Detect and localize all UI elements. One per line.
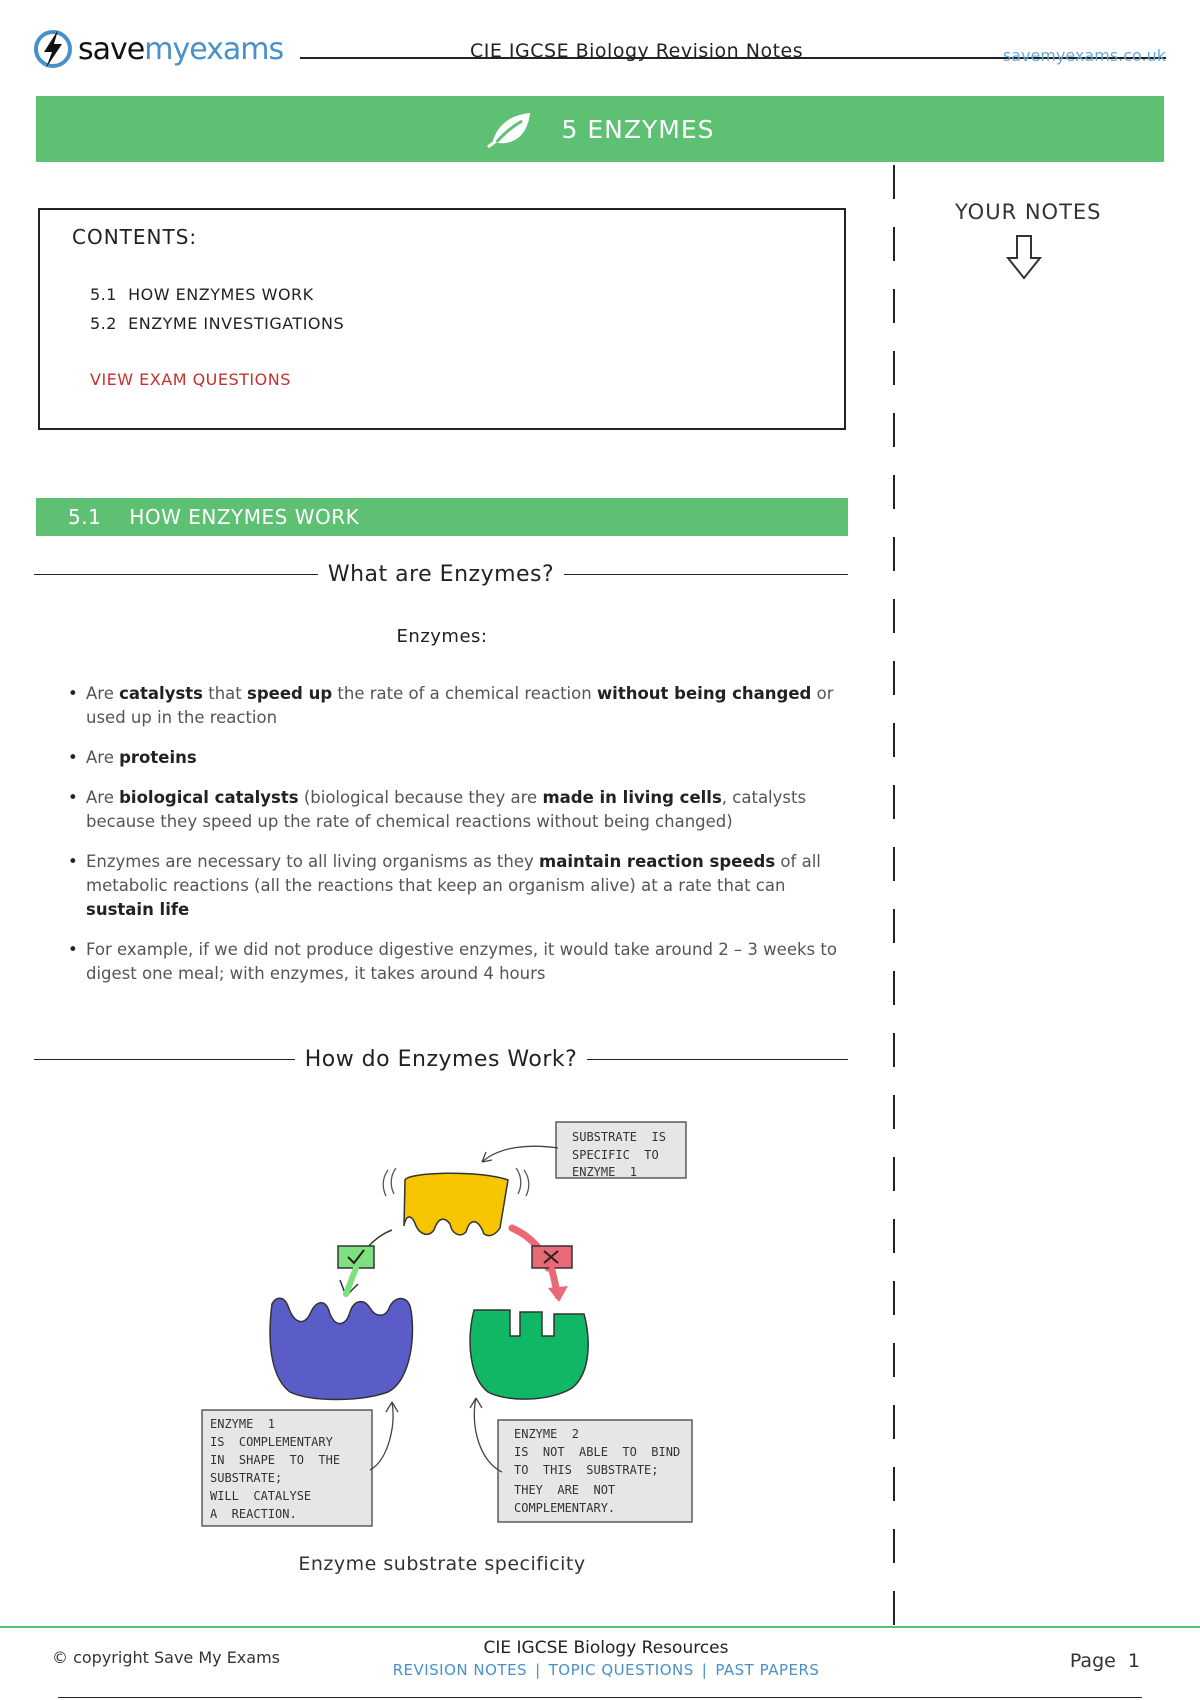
- toc-item-how-enzymes-work[interactable]: 5.1 HOW ENZYMES WORK: [90, 285, 314, 304]
- topic-questions-link[interactable]: TOPIC QUESTIONS: [548, 1661, 694, 1679]
- enzyme-bullet-list: [62, 682, 842, 1002]
- subheading-text: What are Enzymes?: [327, 562, 555, 587]
- pointer-top: [482, 1146, 558, 1162]
- footer-rule-top: [0, 1626, 1200, 1628]
- chapter-title: 5 ENZYMES: [561, 114, 715, 144]
- subheading-what-are-enzymes: [34, 562, 848, 587]
- bullet-text: (biological because they are: [298, 788, 543, 807]
- enzyme-2-shape: [470, 1310, 588, 1399]
- bullet-text: Are: [86, 788, 120, 807]
- copyright-text: © copyright Save My Exams: [52, 1648, 280, 1667]
- page-number: Page 1: [1069, 1650, 1140, 1672]
- bullet-text: Are: [86, 748, 120, 767]
- label-right-line-4: THEY ARE NOT: [514, 1483, 616, 1497]
- section-header-5-1: [36, 498, 848, 536]
- logo-myexams-text: myexams: [144, 31, 284, 67]
- bullet-item: [62, 850, 842, 922]
- bullet-bold-text: sustain life: [86, 900, 190, 919]
- bullet-text: Are: [86, 684, 120, 703]
- lightning-logo-icon: [32, 28, 74, 70]
- subheading-rule-right: [587, 1059, 848, 1060]
- subheading-rule-right: [564, 574, 848, 575]
- bullet-bold-text: proteins: [119, 748, 197, 767]
- footer-link-separator: |: [701, 1661, 708, 1679]
- chapter-banner: [36, 96, 1164, 162]
- footer-rule-bottom: [58, 1697, 1142, 1698]
- bullet-text: of all metabolic reactions (all the reactions that keep an organism alive) at a rate that can: [86, 852, 821, 895]
- footer-links: [0, 1661, 1200, 1679]
- contents-title: CONTENTS:: [72, 225, 198, 249]
- subheading-rule-left: [34, 574, 318, 575]
- past-papers-link[interactable]: PAST PAPERS: [715, 1661, 820, 1679]
- section-title: HOW ENZYMES WORK: [129, 505, 360, 529]
- bullet-item: [62, 786, 842, 834]
- label-left-line-6: A REACTION.: [210, 1507, 297, 1521]
- label-left-line-2: IS COMPLEMENTARY: [210, 1435, 333, 1449]
- logo-save-text: save: [78, 31, 145, 67]
- substrate-shape: [404, 1173, 508, 1235]
- header-url-link[interactable]: savemyexams.co.uk: [1002, 46, 1166, 65]
- label-right-line-2: IS NOT ABLE TO BIND: [514, 1445, 681, 1459]
- view-exam-questions-link[interactable]: VIEW EXAM QUESTIONS: [90, 370, 291, 389]
- footer-link-separator: |: [535, 1661, 541, 1679]
- label-left-line-3: IN SHAPE TO THE: [210, 1453, 341, 1467]
- enzymes-label: Enzymes:: [396, 626, 488, 647]
- logo[interactable]: [32, 24, 283, 74]
- header-title: CIE IGCSE Biology Revision Notes: [470, 40, 804, 62]
- your-notes-label: YOUR NOTES: [955, 200, 1102, 224]
- subheading-how-do-enzymes-work: [34, 1047, 848, 1072]
- bullet-text: For example, if we did not produce digestive enzymes, it would take around 2 – 3 weeks to digest one meal; with enzymes, it takes around 4 hours: [86, 940, 837, 983]
- bullet-bold-text: biological catalysts: [119, 788, 299, 807]
- section-number: 5.1: [68, 505, 102, 529]
- label-top-line-2: SPECIFIC TO: [572, 1148, 659, 1162]
- bullet-bold-text: speed up: [247, 684, 333, 703]
- enzyme-1-shape: [270, 1298, 412, 1399]
- notes-divider: [893, 165, 895, 1625]
- bullet-bold-text: without being changed: [596, 684, 812, 703]
- bullet-text: the rate of a chemical reaction: [332, 684, 597, 703]
- enzyme-specificity-diagram: [180, 1110, 720, 1540]
- pointer-left: [370, 1402, 393, 1470]
- bullet-bold-text: catalysts: [119, 684, 203, 703]
- bullet-item: [62, 682, 842, 730]
- label-right-line-3: TO THIS SUBSTRATE;: [514, 1463, 659, 1477]
- bullet-item: [62, 746, 842, 770]
- label-right-line-5: COMPLEMENTARY.: [514, 1501, 616, 1515]
- revision-notes-link[interactable]: REVISION NOTES: [392, 1661, 528, 1679]
- leaf-icon: [486, 109, 534, 149]
- bullet-bold-text: maintain reaction speeds: [539, 852, 776, 871]
- toc-item-enzyme-investigations[interactable]: 5.2 ENZYME INVESTIGATIONS: [90, 314, 345, 333]
- label-top-line-1: SUBSTRATE IS: [572, 1130, 666, 1144]
- subheading-rule-left: [34, 1059, 295, 1060]
- label-left-line-4: SUBSTRATE;: [210, 1471, 283, 1485]
- label-right-line-1: ENZYME 2: [514, 1427, 580, 1441]
- arrow-down-icon: [1005, 234, 1043, 280]
- bullet-text: or used up in the reaction: [86, 684, 834, 727]
- bullet-text: that: [203, 684, 247, 703]
- label-top-line-3: ENZYME 1: [572, 1165, 638, 1179]
- bullet-text: , catalysts because they speed up the rate of chemical reactions without being changed): [86, 788, 807, 831]
- bullet-bold-text: made in living cells: [542, 788, 722, 807]
- bullet-text: Enzymes are necessary to all living organisms as they: [86, 852, 540, 871]
- tick-box: [338, 1246, 374, 1268]
- label-left-line-5: WILL CATALYSE: [210, 1489, 312, 1503]
- diagram-caption: Enzyme substrate specificity: [298, 1553, 586, 1575]
- footer-title: CIE IGCSE Biology Resources: [483, 1638, 729, 1658]
- subheading-text: How do Enzymes Work?: [304, 1047, 578, 1072]
- label-left-line-1: ENZYME 1: [210, 1417, 276, 1431]
- bullet-item: [62, 938, 842, 986]
